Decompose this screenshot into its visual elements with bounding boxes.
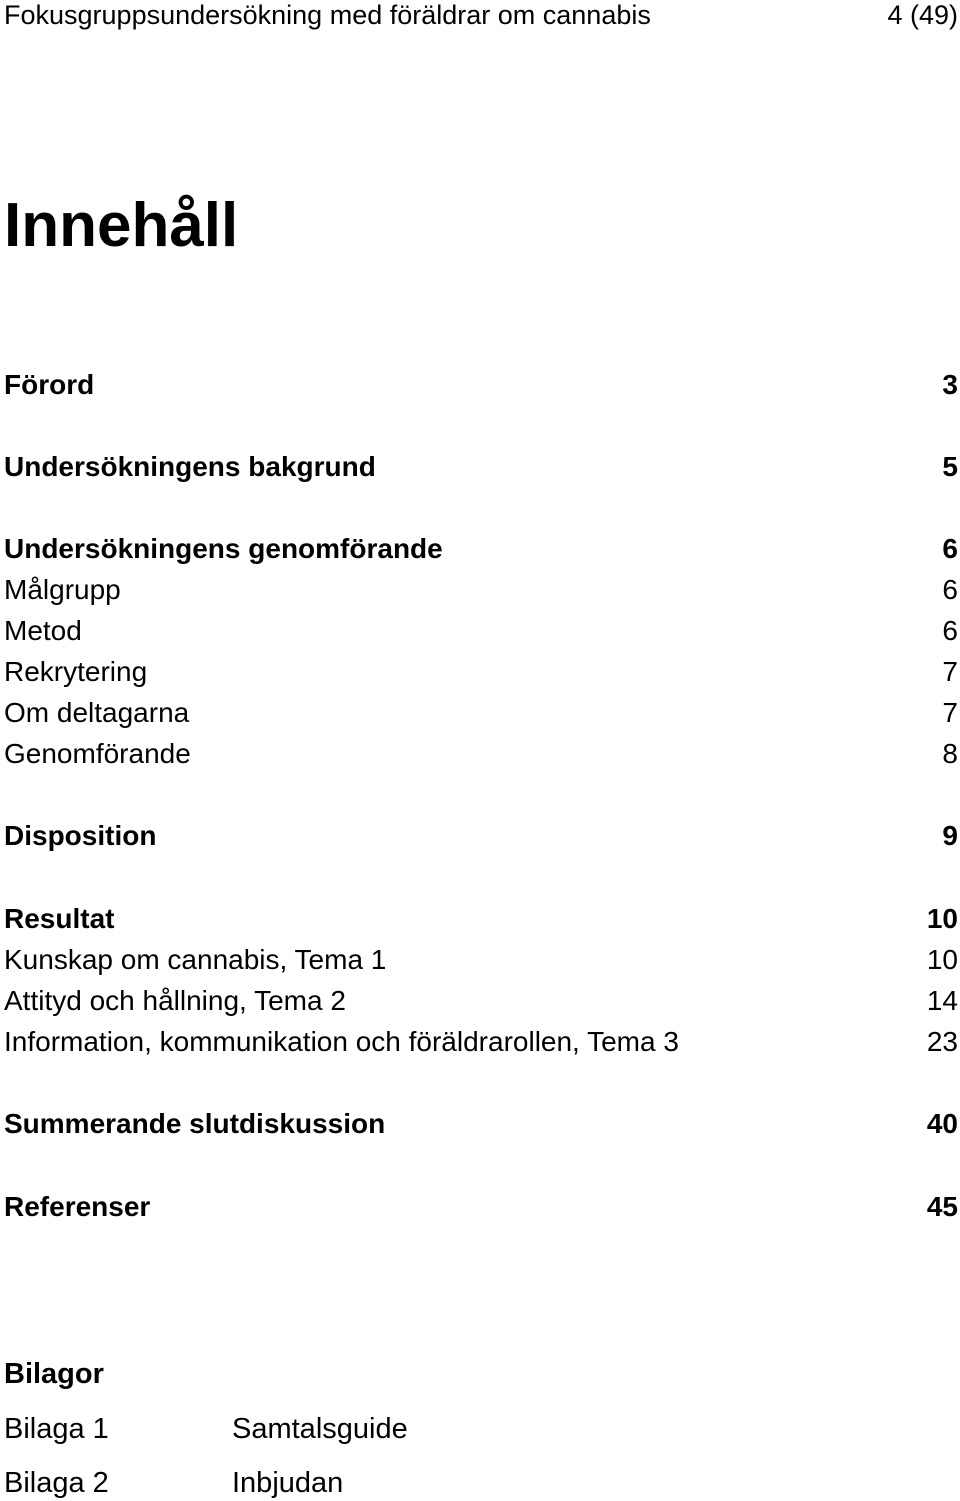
appendix-number: Bilaga 1 [4, 1413, 109, 1445]
toc-entry-page: 6 [942, 615, 958, 646]
toc-entry-genomforande[interactable] [4, 736, 958, 772]
toc-entry-label: Disposition [4, 820, 157, 851]
toc-entry-label: Information, kommunikation och föräldrarollen, Tema 3 [4, 1026, 679, 1057]
toc-entry-page: 7 [942, 656, 958, 687]
toc-entry-label: Undersökningens genomförande [4, 533, 443, 564]
toc-entry-page: 23 [926, 1026, 958, 1057]
toc-entry-label: Förord [4, 369, 95, 400]
toc-entry-page: 10 [926, 903, 958, 934]
toc-entry-page: 7 [942, 697, 958, 728]
toc-entry-tema-1[interactable] [4, 942, 958, 978]
toc-entry-page: 45 [926, 1191, 958, 1222]
toc-entry-label: Rekrytering [4, 656, 148, 687]
toc-entry-label: Målgrupp [4, 574, 121, 605]
toc-entry-label: Summerande slutdiskussion [4, 1108, 386, 1139]
page-number: 4 (49) [887, 0, 958, 30]
toc-heading: Innehåll [4, 191, 239, 260]
toc-entry-resultat[interactable] [4, 901, 958, 937]
appendix-title: Inbjudan [232, 1467, 344, 1499]
toc-entry-page: 9 [942, 820, 958, 851]
toc-entry-page: 3 [942, 369, 958, 400]
appendix-number: Bilaga 2 [4, 1467, 109, 1499]
toc-entry-disposition[interactable] [4, 818, 958, 854]
toc-entry-rekrytering[interactable] [4, 654, 958, 690]
toc-entry-page: 5 [942, 451, 958, 482]
toc-entry-label: Genomförande [4, 738, 191, 769]
toc-entry-page: 40 [926, 1108, 958, 1139]
page-header [4, 0, 958, 30]
document-title: Fokusgruppsundersökning med föräldrar om cannabis [4, 0, 651, 30]
toc-entry-tema-3[interactable] [4, 1024, 958, 1060]
toc-entry-label: Resultat [4, 903, 115, 934]
toc-entry-page: 10 [926, 944, 958, 975]
toc-entry-bakgrund[interactable] [4, 449, 958, 485]
toc-entry-label: Om deltagarna [4, 697, 190, 728]
toc-entry-forord[interactable] [4, 367, 958, 403]
appendices-heading: Bilagor [4, 1358, 104, 1390]
appendix-title: Samtalsguide [232, 1413, 408, 1445]
toc-entry-label: Metod [4, 615, 82, 646]
toc-entry-genomforande-section[interactable] [4, 531, 958, 567]
toc-entry-page: 6 [942, 533, 958, 564]
toc-entry-malgrupp[interactable] [4, 572, 958, 608]
toc-entry-page: 8 [942, 738, 958, 769]
toc-entry-label: Kunskap om cannabis, Tema 1 [4, 944, 387, 975]
toc-entry-label: Undersökningens bakgrund [4, 451, 376, 482]
toc-entry-om-deltagarna[interactable] [4, 695, 958, 731]
toc-entry-referenser[interactable] [4, 1189, 958, 1225]
toc-entry-label: Attityd och hållning, Tema 2 [4, 985, 346, 1016]
toc-entry-page: 6 [942, 574, 958, 605]
toc-entry-metod[interactable] [4, 613, 958, 649]
toc-entry-label: Referenser [4, 1191, 151, 1222]
toc-entry-page: 14 [926, 985, 958, 1016]
toc-entry-slutdiskussion[interactable] [4, 1106, 958, 1142]
toc-entry-tema-2[interactable] [4, 983, 958, 1019]
